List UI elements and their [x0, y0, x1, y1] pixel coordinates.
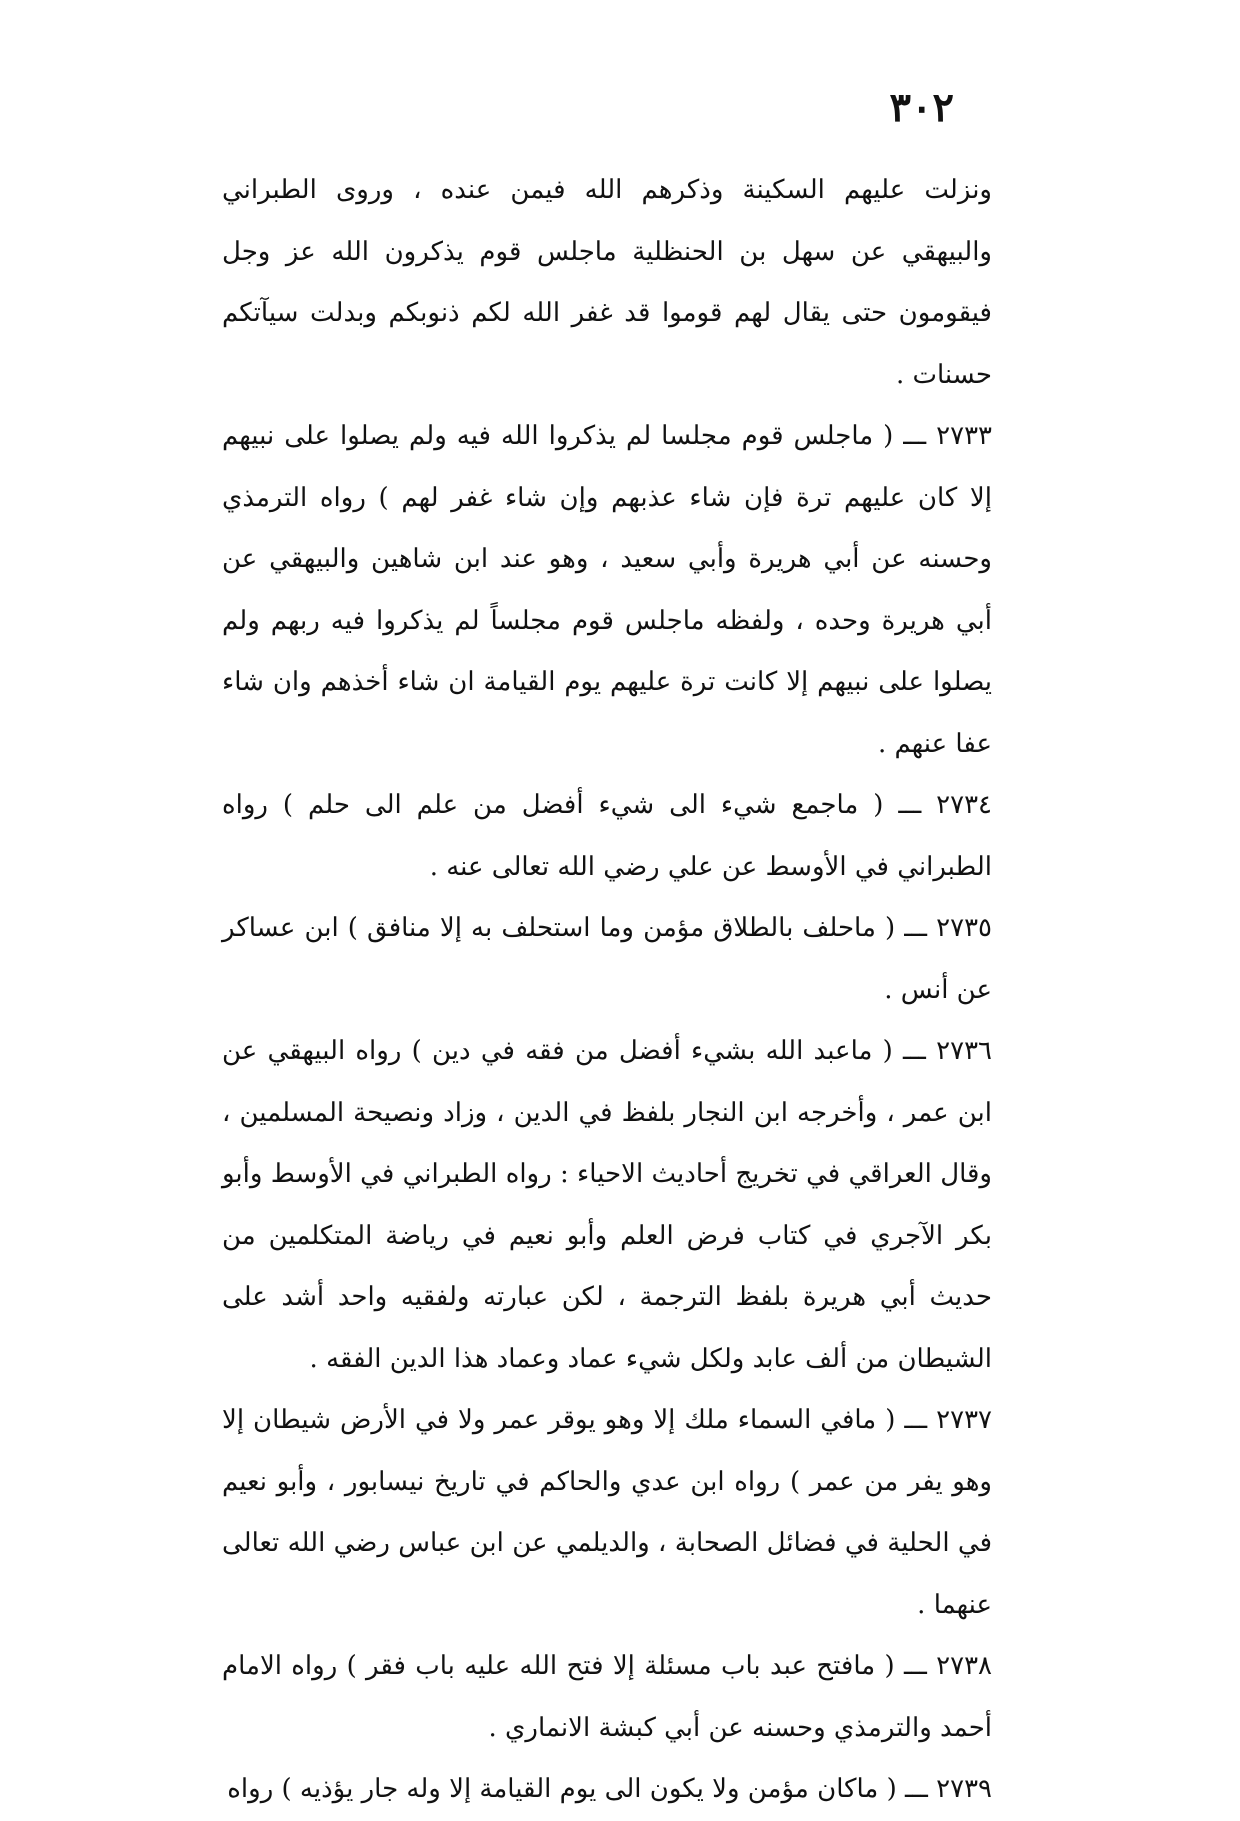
page-number: ٣٠٢	[889, 84, 954, 131]
paragraph-continuation: ونزلت عليهم السكينة وذكرهم الله فيمن عنده ، وروى الطبراني والبيهقي عن سهل بن الحنظلية ماجلس قوم يذكرون الله عز وجل فيقومون حتى يقال لهم قوموا قد غفر الله لكم ذنوبكم وبدلت سيآتكم حسنات .	[222, 175, 992, 390]
hadith-2734: ٢٧٣٤ ـــ ( ماجمع شيء الى شيء أفضل من علم الى حلم ) رواه الطبراني في الأوسط عن علي رضي الله تعالى عنه .	[222, 790, 992, 882]
hadith-2738: ٢٧٣٨ ـــ ( مافتح عبد باب مسئلة إلا فتح الله عليه باب فقر ) رواه الامام أحمد والترمذي وحسنه عن أبي كبشة الانماري .	[222, 1651, 992, 1743]
hadith-2736: ٢٧٣٦ ـــ ( ماعبد الله بشيء أفضل من فقه في دين ) رواه البيهقي عن ابن عمر ، وأخرجه ابن النجار بلفظ في الدين ، وزاد ونصيحة المسلمين ، وقال العراقي في تخريج أحاديث الاحياء : رواه الطبراني في الأوسط وأبو بكر الآجري في كتاب فرض العلم وأبو نعيم في رياضة المتكلمين من حديث أبي هريرة بلفظ الترجمة ، لكن عبارته ولفقيه واحد أشد على الشيطان من ألف عابد ولكل شيء عماد وعماد هذا الدين الفقه .	[222, 1036, 992, 1374]
hadith-2733: ٢٧٣٣ ـــ ( ماجلس قوم مجلسا لم يذكروا الله فيه ولم يصلوا على نبيهم إلا كان عليهم ترة فإن شاء عذبهم وإن شاء غفر لهم ) رواه الترمذي وحسنه عن أبي هريرة وأبي سعيد ، وهو عند ابن شاهين والبيهقي عن أبي هريرة وحده ، ولفظه ماجلس قوم مجلساً لم يذكروا فيه ربهم ولم يصلوا على نبيهم إلا كانت ترة عليهم يوم القيامة ان شاء أخذهم وان شاء عفا عنهم .	[222, 421, 992, 759]
text-body	[222, 160, 992, 1821]
hadith-2739: ٢٧٣٩ ـــ ( ماكان مؤمن ولا يكون الى يوم القيامة إلا وله جار يؤذيه ) رواه	[227, 1774, 992, 1804]
hadith-2735: ٢٧٣٥ ـــ ( ماحلف بالطلاق مؤمن وما استحلف به إلا منافق ) ابن عساكر عن أنس .	[222, 913, 992, 1005]
hadith-2737: ٢٧٣٧ ـــ ( مافي السماء ملك إلا وهو يوقر عمر ولا في الأرض شيطان إلا وهو يفر من عمر ) رواه ابن عدي والحاكم في تاريخ نيسابور ، وأبو نعيم في الحلية في فضائل الصحابة ، والديلمي عن ابن عباس رضي الله تعالى عنهما .	[222, 1405, 992, 1620]
